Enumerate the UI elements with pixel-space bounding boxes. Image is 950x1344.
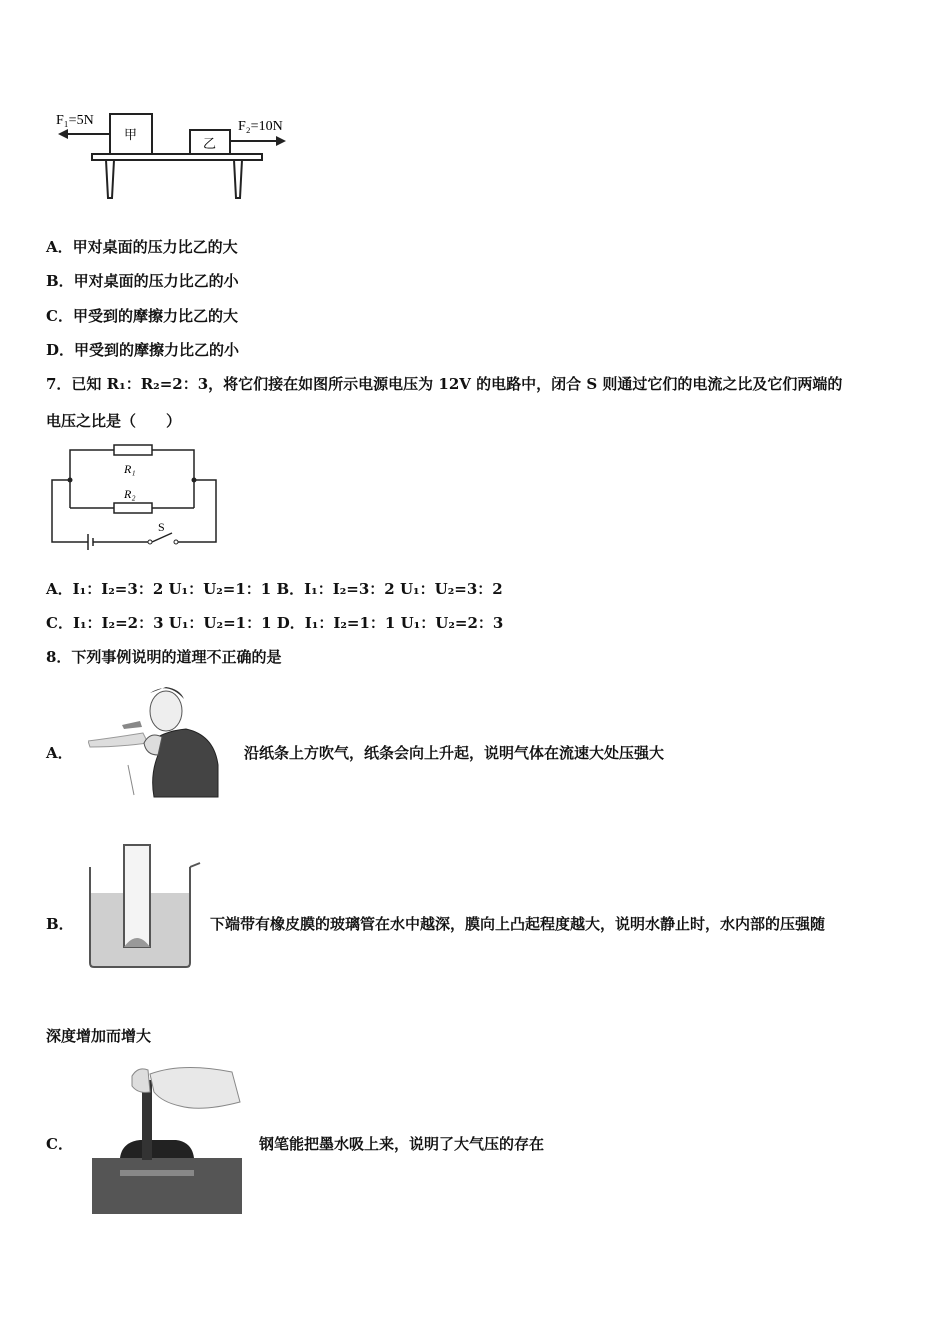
q6-option-b: B．甲对桌面的压力比乙的小 xyxy=(46,272,239,290)
fountain-pen-ink-image xyxy=(92,1062,242,1214)
resistor-r2-label: R₂ xyxy=(124,487,136,501)
q8-a-label: A． xyxy=(46,744,73,762)
q8-stem: 8．下列事例说明的道理不正确的是 xyxy=(46,648,282,666)
q7-stem-line2: 电压之比是（ ） xyxy=(46,412,182,430)
q8-a-text: 沿纸条上方吹气，纸条会向上升起，说明气体在流速大处压强大 xyxy=(244,744,665,762)
q8-b-text: 下端带有橡皮膜的玻璃管在水中越深，膜向上凸起程度越大，说明水静止时，水内部的压强随 xyxy=(210,915,826,933)
circuit-figure xyxy=(48,440,223,555)
q8-c-text: 钢笔能把墨水吸上来，说明了大气压的存在 xyxy=(259,1135,545,1153)
q6-option-c: C．甲受到的摩擦力比乙的大 xyxy=(46,307,238,325)
table-blocks-figure xyxy=(50,108,310,203)
switch-s-label: S xyxy=(158,520,165,534)
resistor-r1-label: R₁ xyxy=(124,462,136,476)
q8-b-label: B． xyxy=(46,915,74,933)
q7-stem-line1: 7．已知 R₁：R₂=2：3，将它们接在如图所示电源电压为 12V 的电路中，闭合 S 则通过它们的电流之比及它们两端的 xyxy=(46,375,843,393)
block-jia-label: 甲 xyxy=(124,128,138,143)
block-yi-label: 乙 xyxy=(203,137,217,152)
q8-c-label: C． xyxy=(46,1135,73,1153)
q6-option-a: A．甲对桌面的压力比乙的大 xyxy=(46,238,238,256)
force-f1-label: F₁=5N xyxy=(56,113,94,128)
beaker-tube-image xyxy=(84,843,206,971)
blowing-paper-image xyxy=(88,685,220,805)
force-f2-label: F₂=10N xyxy=(238,119,283,134)
q7-options-cd: C．I₁：I₂=2：3 U₁：U₂=1：1 D．I₁：I₂=1：1 U₁：U₂=2：3 xyxy=(46,614,504,632)
q8-b-continuation: 深度增加而增大 xyxy=(46,1027,152,1045)
q7-options-ab: A．I₁：I₂=3：2 U₁：U₂=1：1 B．I₁：I₂=3：2 U₁：U₂=3：2 xyxy=(46,580,503,598)
q6-option-d: D．甲受到的摩擦力比乙的小 xyxy=(46,341,240,359)
